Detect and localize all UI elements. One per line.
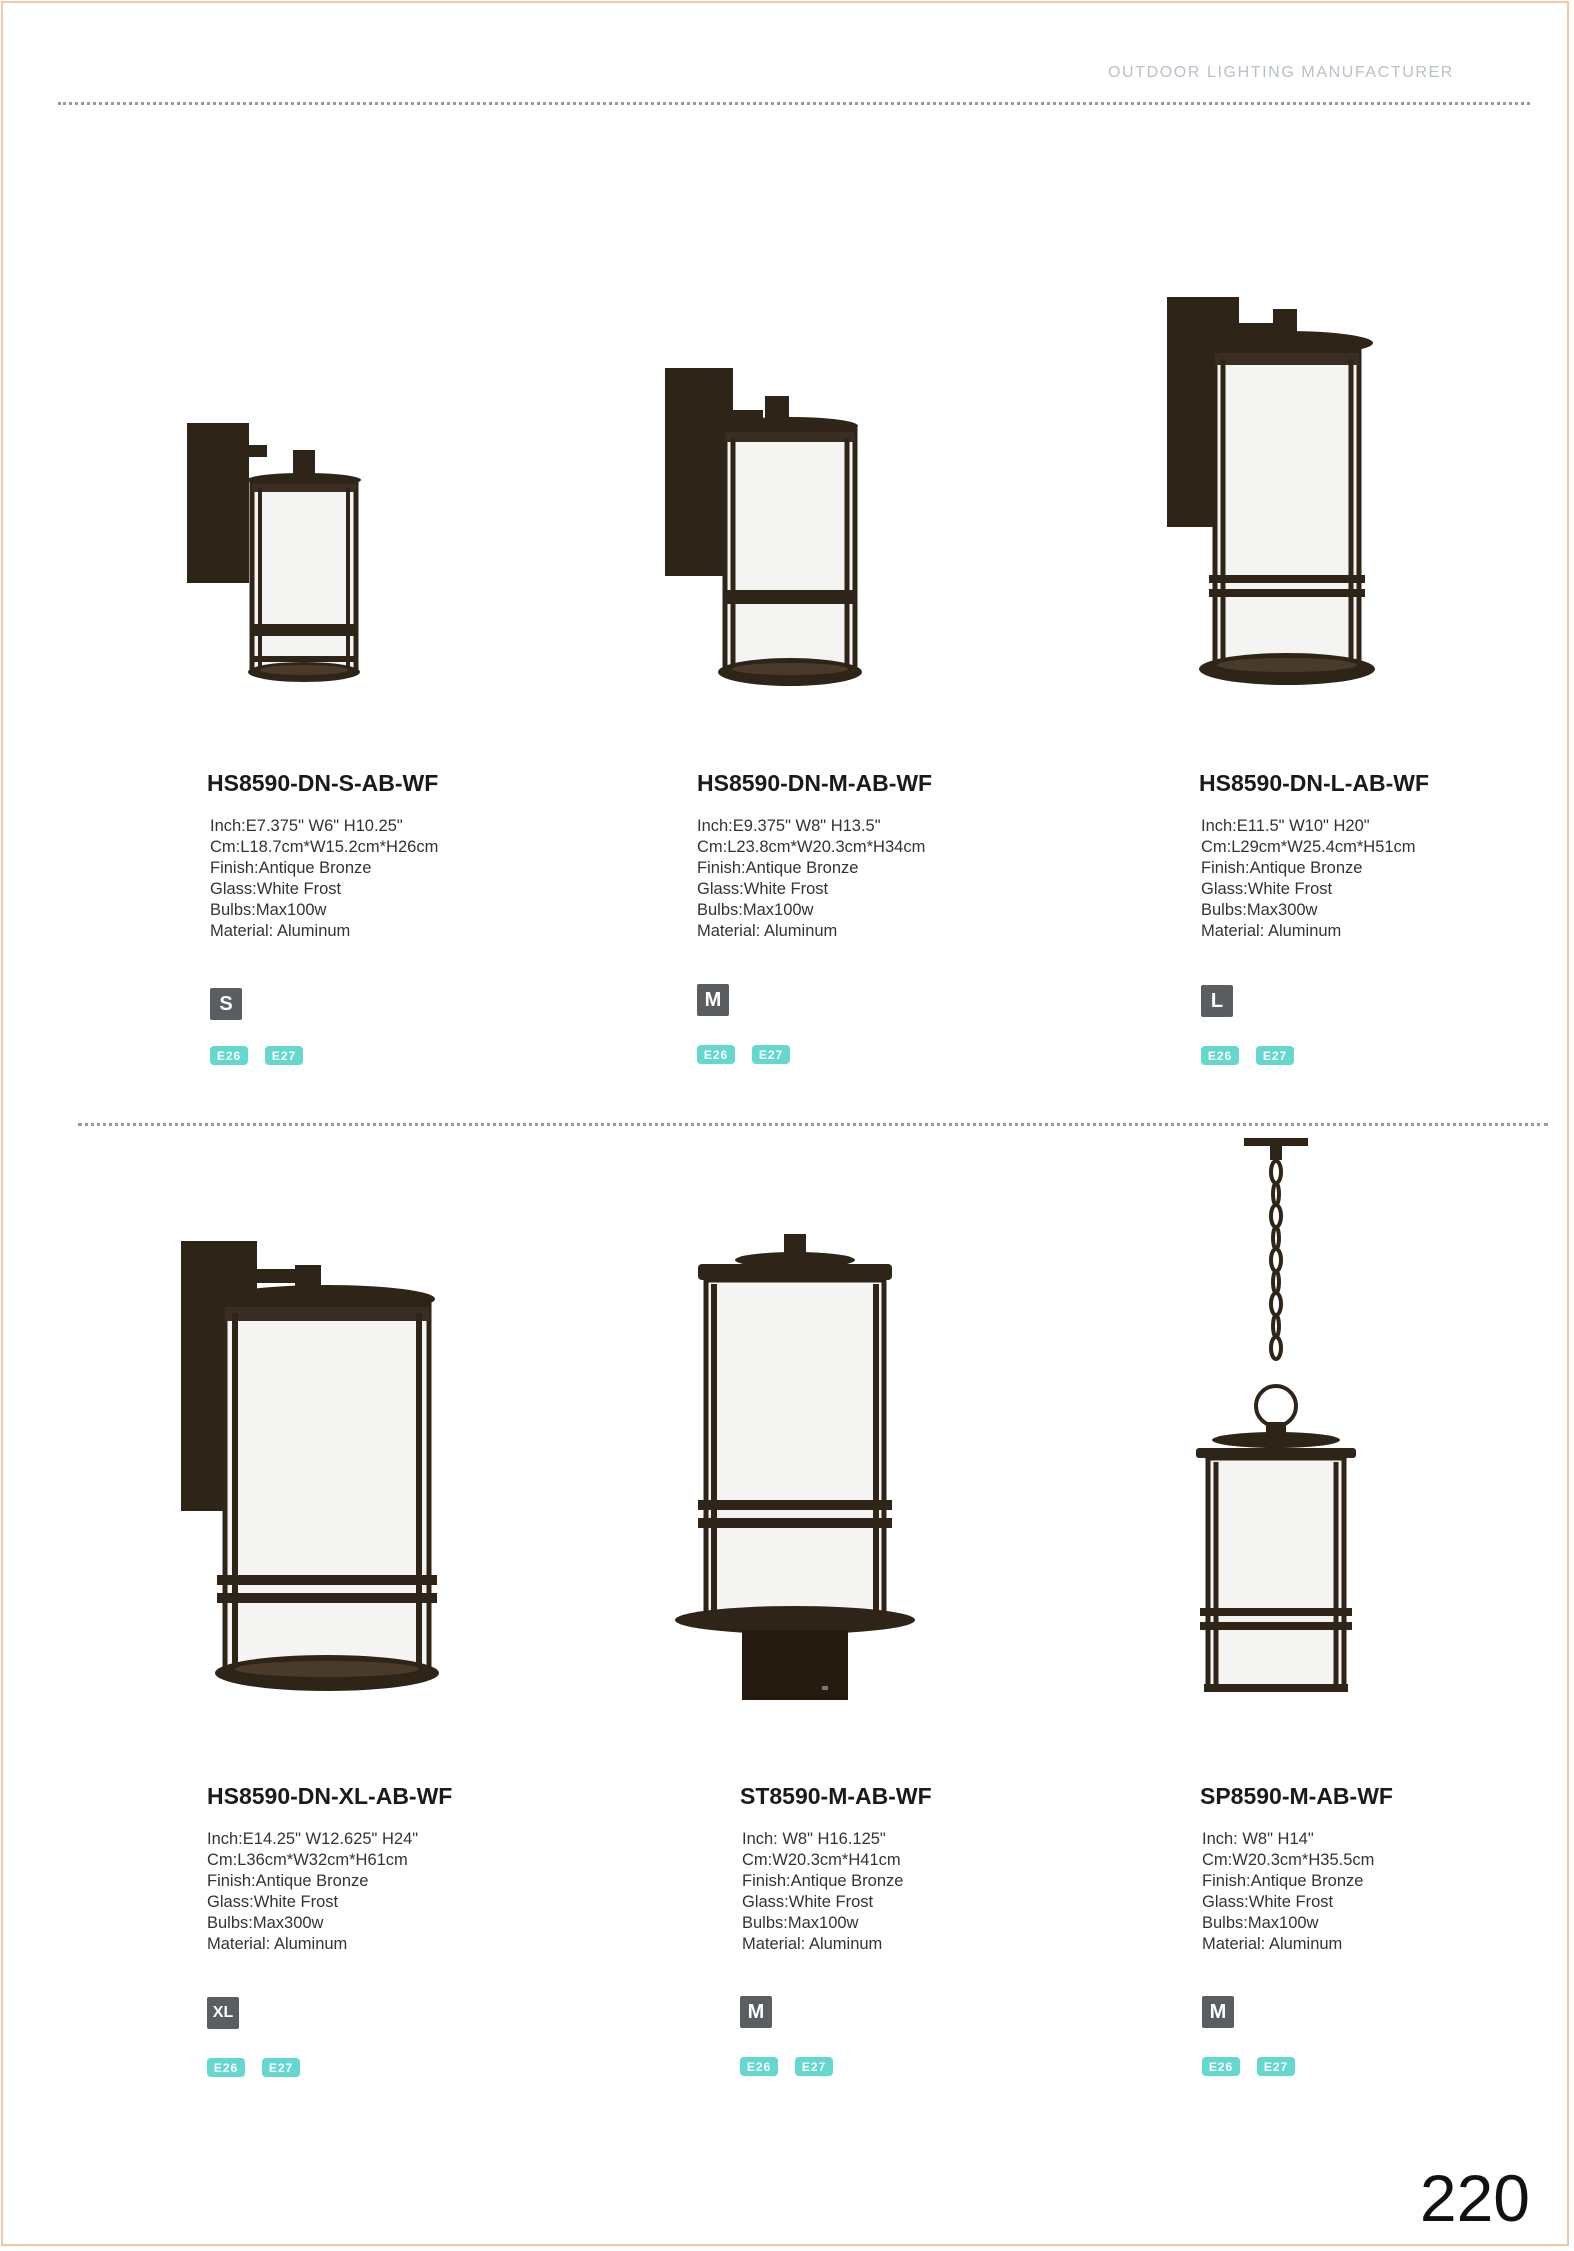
- spec-inch: Inch: W8" H14": [1202, 1830, 1314, 1848]
- spec-bulbs: Bulbs:Max100w: [210, 901, 327, 919]
- spec-inch: Inch:E7.375" W6" H10.25": [210, 817, 403, 835]
- spec-finish: Finish:Antique Bronze: [1202, 1872, 1364, 1890]
- bulb-tag-e27: E27: [262, 2058, 300, 2077]
- product-specs: [210, 816, 438, 942]
- spec-material: Material: Aluminum: [1202, 1935, 1343, 1953]
- spec-glass: Glass:White Frost: [697, 880, 829, 898]
- spec-cm: Cm:L36cm*W32cm*H61cm: [207, 1851, 408, 1869]
- size-badge: XL: [207, 1997, 239, 2029]
- spec-finish: Finish:Antique Bronze: [742, 1872, 904, 1890]
- wall-lantern-small-image: [180, 400, 390, 690]
- product-model: SP8590-M-AB-WF: [1200, 1783, 1393, 1809]
- wall-lantern-large-image: [1165, 295, 1395, 695]
- spec-finish: Finish:Antique Bronze: [207, 1872, 369, 1890]
- spec-bulbs: Bulbs:Max100w: [1202, 1914, 1319, 1932]
- header-divider: [58, 102, 1530, 105]
- wall-lantern-medium-image: [665, 360, 885, 690]
- spec-bulbs: Bulbs:Max300w: [207, 1914, 324, 1932]
- product-model: HS8590-DN-S-AB-WF: [207, 770, 439, 796]
- product-specs: [1201, 816, 1416, 942]
- spec-inch: Inch:E14.25" W12.625" H24": [207, 1830, 419, 1848]
- product-model: ST8590-M-AB-WF: [740, 1783, 932, 1809]
- spec-material: Material: Aluminum: [207, 1935, 348, 1953]
- spec-glass: Glass:White Frost: [207, 1893, 339, 1911]
- spec-cm: Cm:W20.3cm*H41cm: [742, 1851, 901, 1869]
- product-specs: [207, 1829, 418, 1955]
- size-badge: M: [1202, 1996, 1234, 2028]
- size-badge: L: [1201, 985, 1233, 1017]
- spec-finish: Finish:Antique Bronze: [1201, 859, 1363, 877]
- spec-finish: Finish:Antique Bronze: [697, 859, 859, 877]
- spec-cm: Cm:L29cm*W25.4cm*H51cm: [1201, 838, 1416, 856]
- spec-material: Material: Aluminum: [210, 922, 351, 940]
- spec-glass: Glass:White Frost: [1202, 1893, 1334, 1911]
- spec-bulbs: Bulbs:Max300w: [1201, 901, 1318, 919]
- bulb-tag-e26: E26: [210, 1046, 248, 1065]
- spec-inch: Inch:E11.5" W10" H20": [1201, 817, 1370, 835]
- bulb-tag-e26: E26: [207, 2058, 245, 2077]
- spec-bulbs: Bulbs:Max100w: [742, 1914, 859, 1932]
- size-badge: S: [210, 988, 242, 1020]
- bulb-tag-e27: E27: [795, 2057, 833, 2076]
- spec-glass: Glass:White Frost: [210, 880, 342, 898]
- spec-material: Material: Aluminum: [1201, 922, 1342, 940]
- spec-finish: Finish:Antique Bronze: [210, 859, 372, 877]
- header-title: OUTDOOR LIGHTING MANUFACTURER: [1108, 64, 1454, 81]
- bulb-tag-e27: E27: [1256, 1046, 1294, 1065]
- bulb-tag-e26: E26: [740, 2057, 778, 2076]
- bulb-tag-e27: E27: [752, 1045, 790, 1064]
- size-badge: M: [697, 984, 729, 1016]
- post-lantern-image: [670, 1228, 920, 1708]
- spec-material: Material: Aluminum: [697, 922, 838, 940]
- spec-cm: Cm:W20.3cm*H35.5cm: [1202, 1851, 1375, 1869]
- bulb-tag-e26: E26: [1202, 2057, 1240, 2076]
- bulb-tag-e26: E26: [697, 1045, 735, 1064]
- product-specs: [697, 816, 925, 942]
- bulb-tag-e26: E26: [1201, 1046, 1239, 1065]
- product-model: HS8590-DN-M-AB-WF: [697, 770, 933, 796]
- product-model: HS8590-DN-XL-AB-WF: [207, 1783, 453, 1809]
- page-number: 220: [1419, 2161, 1530, 2235]
- product-model: HS8590-DN-L-AB-WF: [1199, 770, 1429, 796]
- bulb-tag-e27: E27: [265, 1046, 303, 1065]
- pendant-lantern-image: [1192, 1132, 1362, 1702]
- spec-material: Material: Aluminum: [742, 1935, 883, 1953]
- spec-bulbs: Bulbs:Max100w: [697, 901, 814, 919]
- spec-cm: Cm:L18.7cm*W15.2cm*H26cm: [210, 838, 439, 856]
- product-specs: [1202, 1829, 1374, 1955]
- spec-glass: Glass:White Frost: [1201, 880, 1333, 898]
- wall-lantern-xl-image: [175, 1235, 445, 1695]
- spec-inch: Inch:E9.375" W8" H13.5": [697, 817, 881, 835]
- row-divider: [78, 1123, 1548, 1126]
- spec-cm: Cm:L23.8cm*W20.3cm*H34cm: [697, 838, 926, 856]
- size-badge: M: [740, 1996, 772, 2028]
- spec-glass: Glass:White Frost: [742, 1893, 874, 1911]
- product-specs: [742, 1829, 903, 1955]
- spec-inch: Inch: W8" H16.125": [742, 1830, 886, 1848]
- bulb-tag-e27: E27: [1257, 2057, 1295, 2076]
